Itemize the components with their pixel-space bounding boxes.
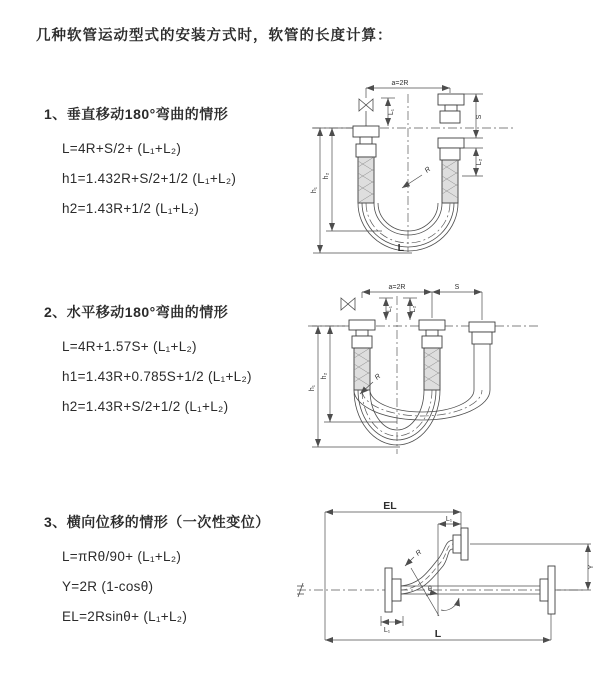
- section-1-heading: 1、垂直移动180°弯曲的情形: [44, 106, 229, 122]
- section-3-formula-Y: Y=2R (1-cosθ): [62, 579, 154, 594]
- right-fitting-upper: [438, 94, 464, 123]
- section-1-formula-L: L=4R+S/2+ (L₁+L₂): [62, 141, 182, 156]
- section-2-heading: 2、水平移动180°弯曲的情形: [44, 304, 229, 320]
- dim-label-theta: θ: [428, 586, 432, 593]
- left-flange: [385, 568, 401, 612]
- dim-label-r: R: [414, 548, 424, 558]
- dim-label-s: S: [454, 284, 460, 291]
- lower-right-flange: [540, 566, 555, 614]
- dim-label-s: S: [476, 114, 483, 120]
- dim-label-el: EL: [383, 500, 397, 512]
- dim-label-l1: L₁: [386, 305, 393, 313]
- section-1-formula-h1: h1=1.432R+S/2+1/2 (L₁+L₂): [62, 171, 237, 186]
- section-2-formula-h1: h1=1.43R+0.785S+1/2 (L₁+L₂): [62, 369, 252, 384]
- left-fitting: [349, 320, 375, 390]
- dim-label-l2: L₂: [476, 158, 483, 166]
- radius-leader: [402, 175, 422, 188]
- right-fitting: [469, 322, 495, 390]
- diagram-horizontal-180-bend: [300, 278, 594, 458]
- section-3-formula-EL: EL=2Rsinθ+ (L₁+L₂): [62, 609, 188, 624]
- dim-label-y: Y: [588, 564, 595, 570]
- dim-label-h1: h₁: [311, 186, 318, 194]
- valve-icon: [341, 298, 355, 310]
- middle-fitting: [419, 320, 445, 390]
- section-2-formula-h2: h2=1.43R+S/2+1/2 (L₁+L₂): [62, 399, 229, 414]
- dim-label-l1-bottom: L₁: [383, 627, 391, 634]
- top-right-flange: [453, 528, 468, 560]
- section-2: [44, 302, 314, 422]
- dim-label-l1: L₁: [388, 108, 395, 116]
- radius-leader: [405, 557, 414, 566]
- section-2-formula-L: L=4R+1.57S+ (L₁+L₂): [62, 339, 197, 354]
- dim-label-h2: h₂: [321, 372, 328, 380]
- right-fitting-lower: [438, 138, 464, 203]
- page-title: 几种软管运动型式的安装方式时，软管的长度计算：: [36, 28, 393, 44]
- left-fitting: [353, 126, 379, 203]
- dim-label-a2r: a=2R: [388, 284, 406, 291]
- dim-label-h2: h₂: [323, 172, 330, 180]
- dim-label-h1: h₁: [309, 384, 316, 392]
- dim-label-l: L: [397, 242, 404, 254]
- section-3-heading: 3、横向位移的情形（一次性变位）: [44, 514, 270, 530]
- diagram-vertical-180-bend: [300, 72, 594, 258]
- dim-label-a2r: a=2R: [391, 80, 409, 87]
- dim-label-l: L: [434, 628, 442, 640]
- diagram-lateral-displacement: [293, 498, 600, 648]
- section-3-formula-L: L=πRθ/90+ (L₁+L₂): [62, 549, 182, 564]
- section-1: [44, 104, 314, 224]
- dim-label-l1-top: L₁: [445, 516, 453, 523]
- dim-label-r: R: [373, 372, 383, 382]
- dim-label-l2: L₂: [410, 305, 417, 313]
- valve-icon: [359, 99, 373, 126]
- section-3: [44, 512, 314, 632]
- dim-label-r: R: [423, 165, 433, 175]
- section-1-formula-h2: h2=1.43R+1/2 (L₁+L₂): [62, 201, 200, 216]
